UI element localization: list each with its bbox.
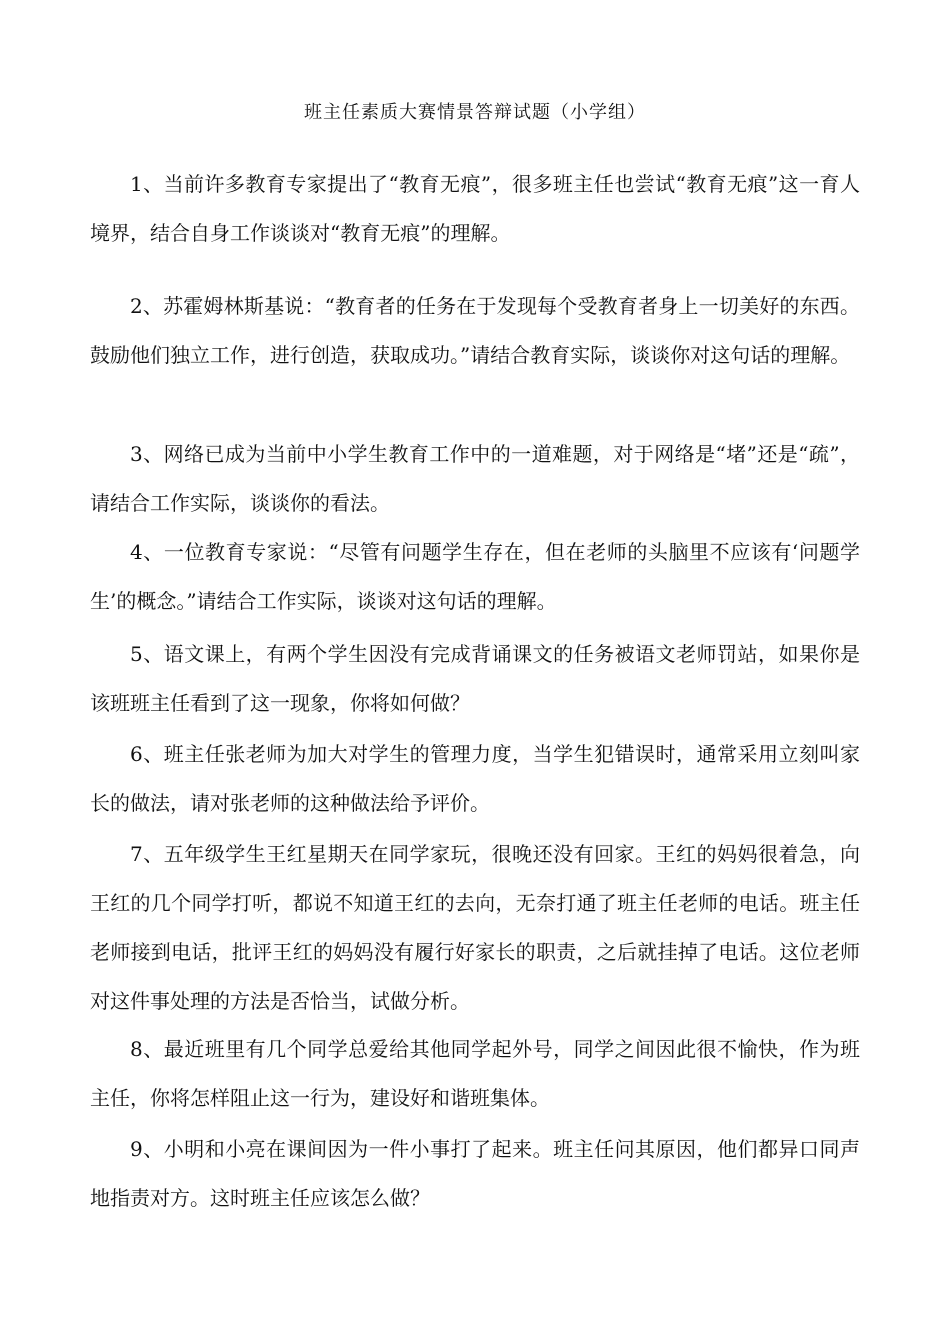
document-title: 班主任素质大赛情景答辩试题（小学组） xyxy=(304,102,646,123)
question-5-text: 5、语文课上，有两个学生因没有完成背诵课文的任务被语文老师罚站，如果你是该班班主任看到了这一现象，你将如何做？ xyxy=(90,642,860,715)
question-7-text: 7、五年级学生王红星期天在同学家玩，很晚还没有回家。王红的妈妈很着急，向王红的几个同学打听，都说不知道王红的去向，无奈打通了班主任老师的电话。班主任老师接到电话，批评王红的妈妈没有履行好家长的职责，之后就挂掉了电话。这位老师对这件事处理的方法是否恰当，试做分析。 xyxy=(90,842,860,1013)
question-9 xyxy=(90,1125,860,1223)
question-1 xyxy=(90,160,860,258)
question-9-text: 9、小明和小亮在课间因为一件小事打了起来。班主任问其原因，他们都异口同声地指责对方。这时班主任应该怎么做？ xyxy=(90,1137,860,1210)
question-6-text: 6、班主任张老师为加大对学生的管理力度，当学生犯错误时，通常采用立刻叫家长的做法，请对张老师的这种做法给予评价。 xyxy=(90,742,860,815)
question-2-text: 2、苏霍姆林斯基说：“教育者的任务在于发现每个受教育者身上一切美好的东西。鼓励他们独立工作，进行创造，获取成功。”请结合教育实际，谈谈你对这句话的理解。 xyxy=(90,294,860,367)
question-5 xyxy=(90,630,860,728)
question-8-text: 8、最近班里有几个同学总爱给其他同学起外号，同学之间因此很不愉快，作为班主任，你将怎样阻止这一行为，建设好和谐班集体。 xyxy=(90,1037,860,1110)
question-3 xyxy=(90,430,860,528)
question-4-text: 4、一位教育专家说：“尽管有问题学生存在，但在老师的头脑里不应该有‘问题学生’的概念。”请结合工作实际，谈谈对这句话的理解。 xyxy=(90,540,860,613)
question-2 xyxy=(90,282,860,380)
question-7 xyxy=(90,830,860,1026)
question-6 xyxy=(90,730,860,828)
question-8 xyxy=(90,1025,860,1123)
question-3-text: 3、网络已成为当前中小学生教育工作中的一道难题，对于网络是“堵”还是“疏”，请结合工作实际，谈谈你的看法。 xyxy=(90,442,860,515)
question-4 xyxy=(90,528,860,626)
question-1-text: 1、当前许多教育专家提出了“教育无痕”，很多班主任也尝试“教育无痕”这一育人境界，结合自身工作谈谈对“教育无痕”的理解。 xyxy=(90,172,860,245)
